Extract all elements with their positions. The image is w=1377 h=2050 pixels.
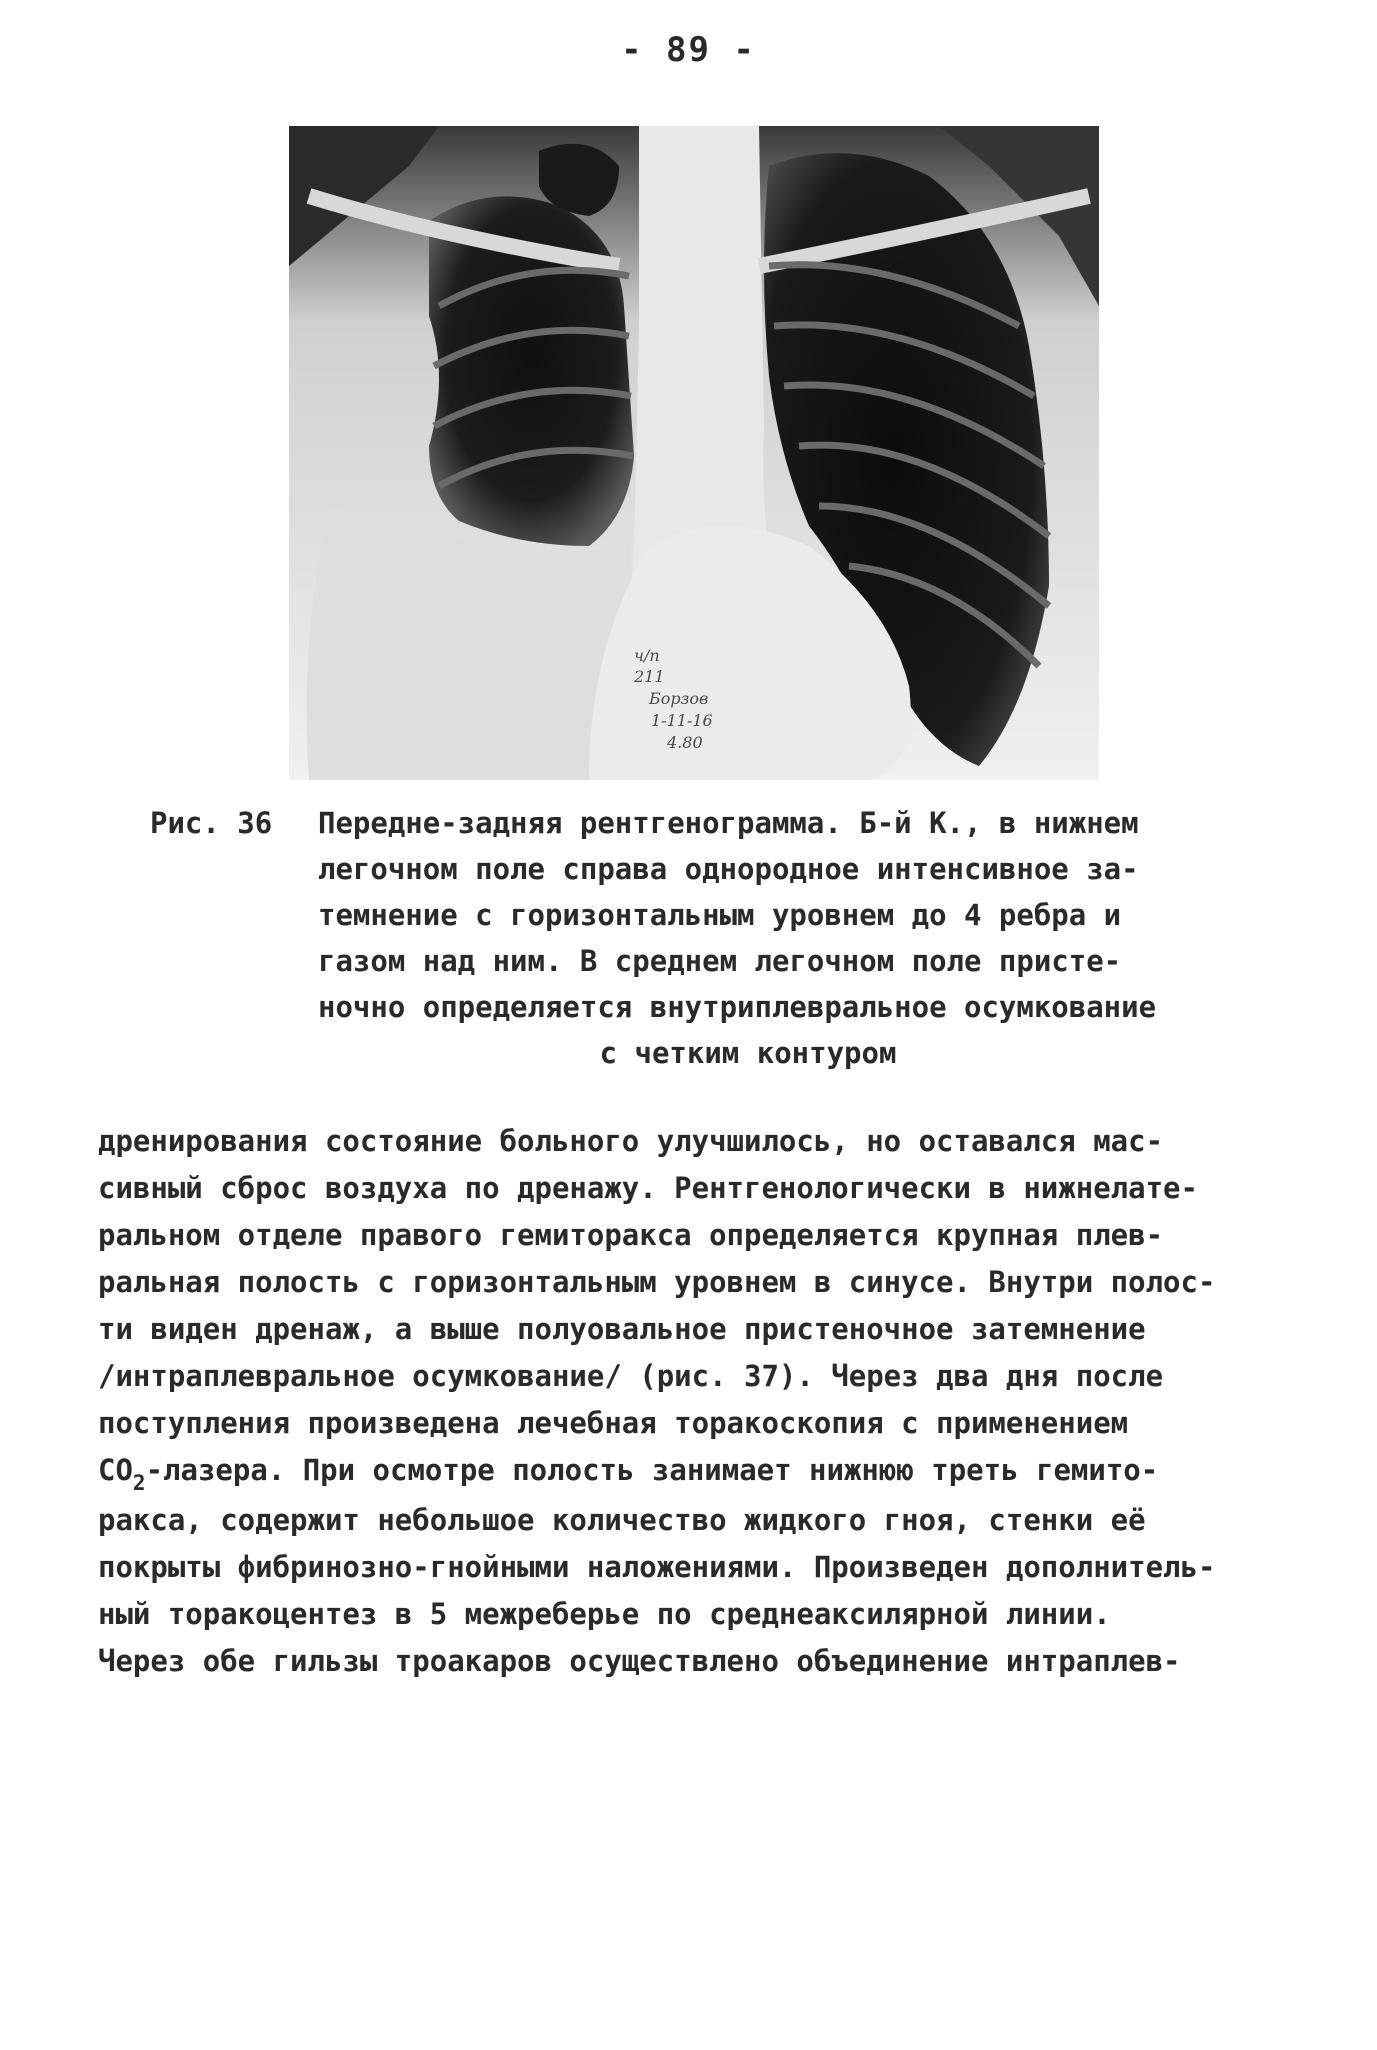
note-line: ч/п <box>634 646 660 665</box>
chest-xray-figure <box>289 126 1099 780</box>
co2-formula-subscript: 2 <box>132 1471 146 1495</box>
co2-formula-base: СО <box>98 1453 133 1487</box>
caption-line: легочном поле справа однородное интенсивное за- <box>318 852 1139 886</box>
body-line-rest: -лазера. При осмотре полость занимает нижнюю треть гемито- <box>145 1453 1159 1487</box>
xray-image <box>289 126 1099 780</box>
body-line: ральном отделе правого гемиторакса определяется крупная плев- <box>98 1218 1164 1252</box>
page-number: - 89 - <box>621 30 756 70</box>
body-line: поступления произведена лечебная торакоскопия с применением <box>98 1406 1129 1440</box>
body-line: ракса, содержит небольшое количество жидкого гноя, стенки её <box>98 1503 1146 1537</box>
note-line: Борзов <box>649 689 709 708</box>
body-line: Через обе гильзы троакаров осуществлено объединение интраплев- <box>98 1644 1181 1678</box>
note-line: 211 <box>634 667 665 686</box>
body-line: ный торакоцентез в 5 межреберье по среднеаксилярной линии. <box>98 1597 1111 1631</box>
caption-line: темнение с горизонтальным уровнем до 4 ребра и <box>318 898 1122 932</box>
caption-label: Рис. 36 <box>150 806 273 840</box>
note-line: 1-11-16 <box>651 711 713 730</box>
caption-line: Передне-задняя рентгенограмма. Б-й К., в нижнем <box>318 806 1139 840</box>
body-line: покрыты фибринозно-гнойными наложениями. Произведен дополнитель- <box>98 1550 1216 1584</box>
body-text <box>98 1118 1298 1685</box>
body-line: сивный сброс воздуха по дренажу. Рентгенологически в нижнелате- <box>98 1171 1198 1205</box>
body-line: /интраплевральное осумкование/ (рис. 37). Через два дня после <box>98 1359 1164 1393</box>
body-line: дренирования состояние больного улучшилось, но оставался мас- <box>98 1124 1164 1158</box>
caption-text <box>318 800 1218 1076</box>
caption-line: газом над ним. В среднем легочном поле присте- <box>318 944 1122 978</box>
caption-line: с четким контуром <box>599 1036 897 1070</box>
body-line: ральная полость с горизонтальным уровнем в синусе. Внутри полос- <box>98 1265 1216 1299</box>
body-line <box>98 1447 1298 1497</box>
caption-line: ночно определяется внутриплевральное осумкование <box>318 990 1157 1024</box>
note-line: 4.80 <box>667 733 703 752</box>
body-line: ти виден дренаж, а выше полуовальное пристеночное затемнение <box>98 1312 1146 1346</box>
